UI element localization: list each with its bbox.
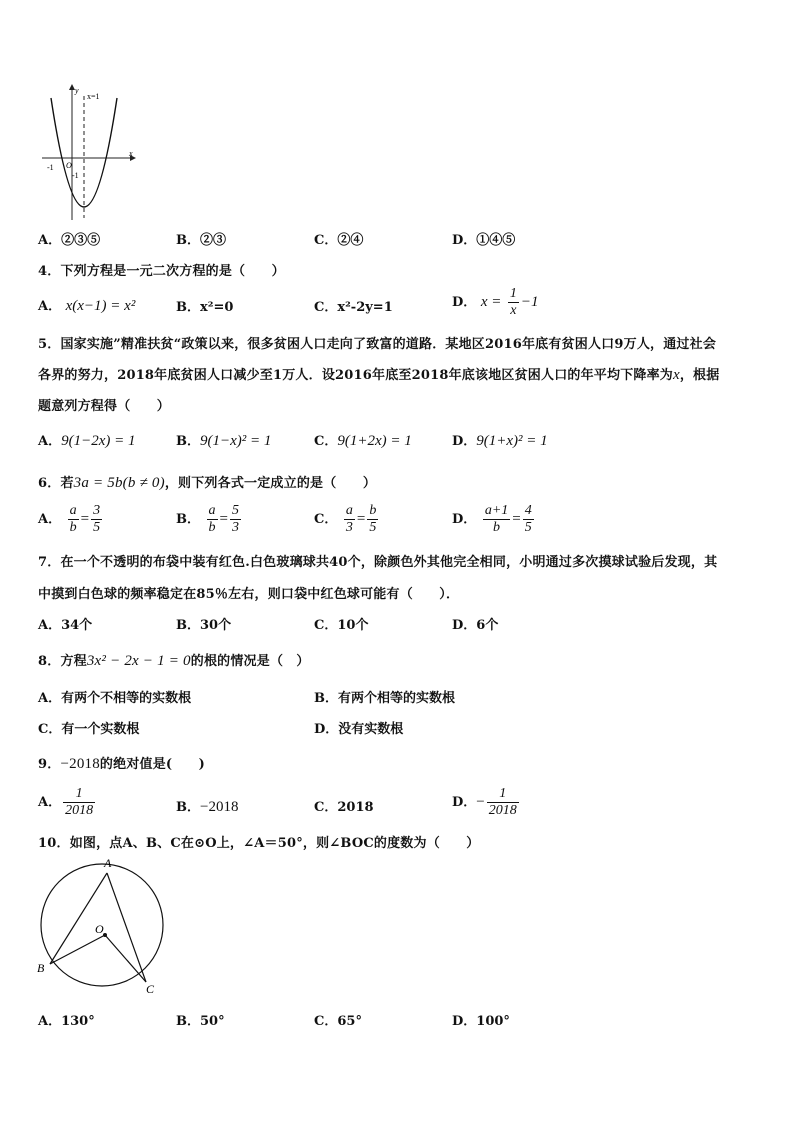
q10-stem: 10．如图，点A、B、C在⊙O上，∠A＝50°，则∠BOC的度数为（ ） — [38, 836, 480, 851]
q9-option-d[interactable]: D．− $\frac{1}{2018}$ — [452, 786, 517, 818]
tick-label-x-neg1: -1 — [47, 163, 54, 172]
q4-option-a[interactable]: A． x(x−1) = x² — [38, 298, 136, 314]
parabola-graph — [38, 82, 138, 222]
origin-label: O — [66, 161, 72, 170]
q5-line1: 5．国家实施”精准扶贫“政策以来，很多贫困人口走向了致富的道路．某地区2016年底有贫困人口9万人，通过社会 — [38, 337, 717, 352]
label-c: C — [146, 982, 155, 995]
q4-option-c[interactable]: C．x²-2y=1 — [314, 300, 393, 315]
q7-line2: 中摸到白色球的频率稳定在85％左右，则口袋中红色球可能有（ ）． — [38, 587, 460, 602]
q8-option-b[interactable]: B．有两个相等的实数根 — [314, 691, 456, 706]
q7-option-a[interactable]: A．34个 — [38, 618, 93, 633]
q8-stem: 8．方程3x² − 2x − 1 = 0的根的情况是（ ） — [38, 653, 310, 669]
label-a: A — [104, 856, 112, 870]
q4-option-b[interactable]: B．x²=0 — [176, 300, 234, 315]
q5-option-a[interactable]: A．9(1−2x) = 1 — [38, 433, 136, 449]
q5-line3: 题意列方程得（ ） — [38, 399, 171, 414]
q3-option-c[interactable]: C．②④ — [314, 233, 364, 248]
q7-line1: 7．在一个不透明的布袋中装有红色.白色玻璃球共40个，除颜色外其他完全相同，小明通过多次摸球试验后发现，其 — [38, 555, 718, 570]
q5-option-d[interactable]: D．9(1+x)² = 1 — [452, 433, 548, 449]
q7-option-d[interactable]: D．6个 — [452, 618, 499, 633]
q5-option-b[interactable]: B．9(1−x)² = 1 — [176, 433, 272, 449]
q6-option-c[interactable]: C． $\frac{a}{3}$ = $\frac{b}{5}$ — [314, 503, 377, 535]
q8-option-c[interactable]: C．有一个实数根 — [38, 722, 140, 737]
chord-ab — [50, 873, 107, 964]
q6-stem: 6．若3a = 5b(b ≠ 0)，则下列各式一定成立的是（ ） — [38, 475, 377, 491]
q6-option-a[interactable]: A． $\frac{a}{b}$ = $\frac{3}{5}$ — [38, 503, 101, 535]
q3-option-a[interactable]: A．②③⑤ — [38, 233, 101, 248]
q7-option-b[interactable]: B．30个 — [176, 618, 232, 633]
q10-option-d[interactable]: D．100° — [452, 1014, 510, 1029]
q3-option-b[interactable]: B．②③ — [176, 233, 227, 248]
q7-option-c[interactable]: C．10个 — [314, 618, 369, 633]
q9-option-c[interactable]: C．2018 — [314, 800, 374, 815]
label-o: O — [95, 922, 104, 936]
chord-ac — [107, 873, 146, 982]
x-axis-label: x — [129, 149, 133, 158]
q9-option-a[interactable]: A． $\frac{1}{2018}$ — [38, 786, 94, 818]
tick-label-y-neg1: -1 — [72, 171, 79, 180]
q9-stem: 9．−2018的绝对值是( ) — [38, 756, 206, 772]
q4-stem: 4．下列方程是一元二次方程的是（ ） — [38, 264, 285, 279]
q10-option-c[interactable]: C．65° — [314, 1014, 362, 1029]
q6-option-b[interactable]: B． $\frac{a}{b}$ = $\frac{5}{3}$ — [176, 503, 239, 535]
q10-option-b[interactable]: B．50° — [176, 1014, 225, 1029]
q6-option-d[interactable]: D． $\frac{a+1}{b}$ = $\frac{4}{5}$ — [452, 503, 532, 535]
q5-line2: 各界的努力，2018年底贫困人口减少至1万人．设2016年底至2018年底该地区贫困人口的年平均下降率为x，根据 — [38, 367, 720, 383]
radius-oc — [105, 935, 146, 982]
q5-option-c[interactable]: C．9(1+2x) = 1 — [314, 433, 412, 449]
circle-figure — [34, 855, 170, 995]
q9-option-b[interactable]: B．−2018 — [176, 799, 239, 815]
q8-option-d[interactable]: D．没有实数根 — [314, 722, 404, 737]
q8-option-a[interactable]: A．有两个不相等的实数根 — [38, 691, 192, 706]
radius-ob — [50, 935, 105, 964]
label-b: B — [37, 961, 45, 975]
q10-option-a[interactable]: A．130° — [38, 1014, 95, 1029]
q4-option-d[interactable]: D． x = $\frac{1}{x}$ −1 — [452, 286, 539, 318]
y-axis-label: y — [75, 86, 79, 95]
symmetry-label: x=1 — [87, 92, 100, 101]
q3-option-d[interactable]: D．①④⑤ — [452, 233, 516, 248]
